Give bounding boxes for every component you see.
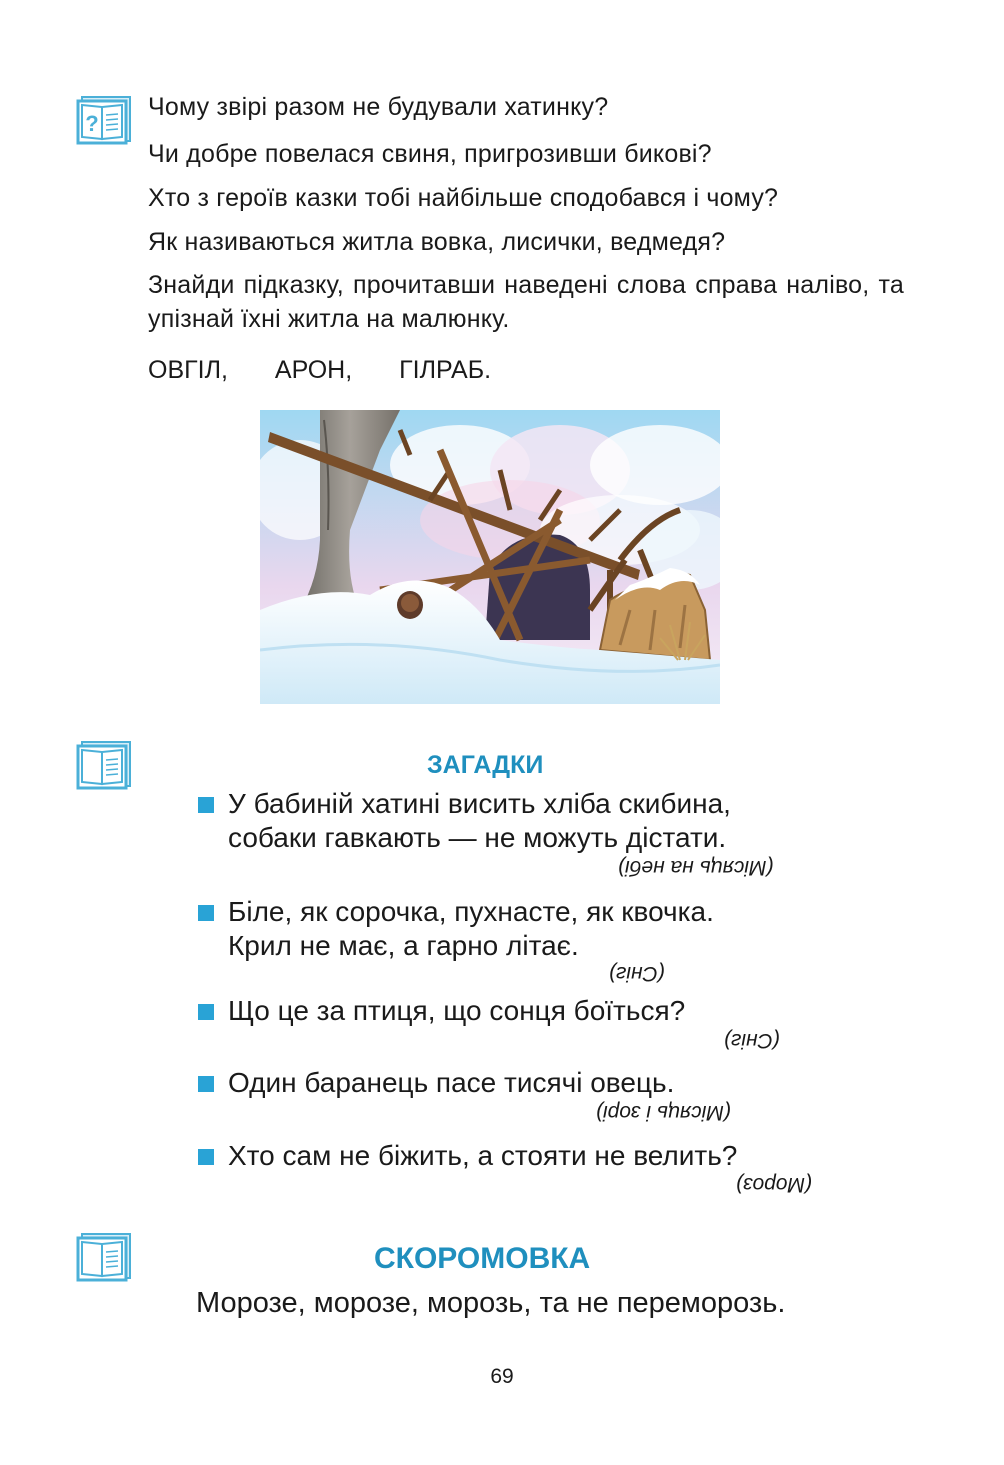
bullet — [198, 1004, 214, 1020]
riddle-line: Один баранець пасе тисячі овець. — [228, 1067, 675, 1098]
riddles-title: ЗАГАДКИ — [427, 751, 544, 779]
question-3: Хто з героїв казки тобі найбільше сподобався і чому? — [148, 184, 779, 212]
winter-dens-illustration — [260, 410, 720, 704]
riddle-answer: (Мороз) — [736, 1173, 813, 1196]
tongue-twister-title: СКОРОМОВКА — [374, 1242, 591, 1275]
page-number: 69 — [490, 1365, 514, 1388]
riddle-line: Що це за птиця, що сонця боїться? — [228, 995, 686, 1026]
hint-word: ГІЛРАБ. — [399, 356, 492, 384]
riddle-line: Крил не має, а гарно літає. — [228, 930, 579, 961]
question-5: Знайди підказку, прочитавши наведені слова справа наліво, та упізнай їхні житла на малюнку. — [148, 271, 904, 333]
riddle-line: Біле, як сорочка, пухнасте, як квочка. — [228, 896, 714, 927]
book-icon — [76, 1232, 132, 1282]
riddle-answer: (Сніг) — [609, 962, 665, 985]
riddle-3 — [198, 994, 685, 1028]
tongue-twister-text: Морозе, морозе, морозь, та не переморозь. — [196, 1287, 786, 1319]
hint-words — [148, 356, 525, 385]
riddle-answer: (Місяць на небі) — [618, 856, 774, 879]
hint-word: ОВГІЛ, — [148, 356, 228, 384]
riddle-answer: (Місяць і зорі) — [596, 1101, 731, 1124]
riddle-line: собаки гавкають — не можуть дістати. — [228, 822, 727, 853]
bullet — [198, 1149, 214, 1165]
question-2: Чи добре повелася свиня, пригрозивши бикові? — [148, 140, 712, 168]
riddle-line: У бабиній хатині висить хліба скибина, — [228, 788, 731, 819]
riddle-answer: (Сніг) — [724, 1029, 780, 1052]
question-1: Чому звірі разом не будували хатинку? — [148, 93, 609, 121]
bullet — [198, 905, 214, 921]
riddle-line: Хто сам не біжить, а стояти не велить? — [228, 1140, 738, 1171]
question-4: Як називаються житла вовка, лисички, ведмедя? — [148, 228, 726, 256]
riddle-2 — [198, 895, 714, 963]
bullet — [198, 797, 214, 813]
riddle-5 — [198, 1139, 737, 1173]
riddle-1 — [198, 787, 731, 855]
book-icon — [76, 740, 132, 790]
bullet — [198, 1076, 214, 1092]
question-book-icon — [76, 95, 132, 145]
riddle-4 — [198, 1066, 674, 1100]
svg-text:?: ? — [85, 111, 99, 136]
hint-word: АРОН, — [274, 356, 353, 384]
